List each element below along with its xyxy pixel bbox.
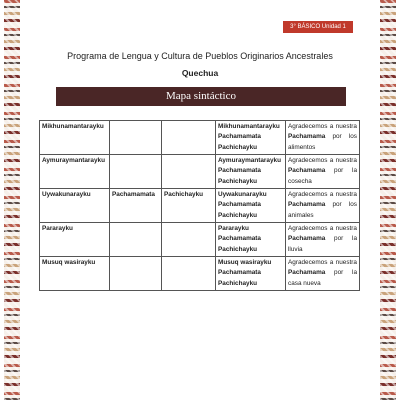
table-cell — [110, 257, 162, 291]
table-cell: Uywakunarayku — [40, 189, 110, 223]
table-row — [40, 223, 360, 257]
table-cell: Pachamamata — [110, 189, 162, 223]
program-title: Programa de Lengua y Cultura de Pueblos Originarios Ancestrales — [67, 51, 333, 61]
quechua-line: Pachamamata — [218, 235, 261, 243]
table-row — [40, 189, 360, 223]
quechua-line: Pachamamata — [218, 201, 261, 209]
translation-text: Agradecemos a nuestra Pachamama por los animales — [288, 191, 357, 219]
table-cell — [286, 155, 360, 189]
decorative-border-left — [4, 0, 20, 400]
section-title: Mapa sintáctico — [56, 87, 346, 106]
highlight-word: Pachamama — [288, 235, 326, 243]
table-cell — [162, 257, 216, 291]
quechua-line: Musuq wasirayku — [218, 259, 272, 266]
quechua-line: Pachamamata — [218, 133, 261, 141]
translation-text: Agradecemos a nuestra Pachamama por la cosecha — [288, 157, 357, 185]
translation-text: Agradecemos a nuestra Pachamama por los alimentos — [288, 123, 357, 151]
quechua-line: Pachamamata — [218, 269, 261, 277]
quechua-line: Mikhunamantarayku — [218, 123, 280, 130]
highlight-word: Pachamama — [288, 269, 326, 277]
quechua-line: Pachamamata — [218, 167, 261, 175]
table-row — [40, 155, 360, 189]
table-cell — [216, 121, 286, 155]
table-cell — [286, 121, 360, 155]
translation-text: Agradecemos a nuestra Pachamama por la lluvia — [288, 225, 357, 253]
table-cell: Mikhunamantarayku — [40, 121, 110, 155]
highlight-word: Pachamama — [288, 133, 326, 141]
table-cell — [162, 121, 216, 155]
table-cell — [216, 257, 286, 291]
table-row — [40, 121, 360, 155]
table-cell: Pararayku — [40, 223, 110, 257]
quechua-line: Pachichayku — [218, 211, 258, 219]
table-cell: Musuq wasirayku — [40, 257, 110, 291]
table-cell — [162, 223, 216, 257]
highlight-word: Pachamama — [288, 201, 326, 209]
translation-text: Agradecemos a nuestra Pachamama por la casa nueva — [288, 259, 357, 287]
table-cell — [110, 121, 162, 155]
grade-badge: 3° BÁSICO Unidad 1 — [283, 21, 353, 33]
table-cell — [286, 257, 360, 291]
highlight-word: Pachamama — [288, 167, 326, 175]
table-cell: Aymuraymantarayku — [40, 155, 110, 189]
quechua-line: Pachichayku — [218, 143, 258, 151]
quechua-line: Pararayku — [218, 225, 249, 232]
table-cell — [286, 223, 360, 257]
table-cell — [162, 155, 216, 189]
decorative-border-right — [380, 0, 396, 400]
quechua-line: Uywakunarayku — [218, 191, 267, 198]
table-cell — [286, 189, 360, 223]
table-cell — [216, 155, 286, 189]
table-cell: Pachichayku — [162, 189, 216, 223]
table-cell — [110, 155, 162, 189]
quechua-line: Pachichayku — [218, 177, 258, 185]
table-row — [40, 257, 360, 291]
quechua-line: Pachichayku — [218, 245, 258, 253]
syntax-map-table — [39, 120, 360, 291]
table-cell — [110, 223, 162, 257]
quechua-line: Pachichayku — [218, 279, 258, 287]
table-cell — [216, 223, 286, 257]
language-name: Quechua — [181, 68, 219, 78]
table-cell — [216, 189, 286, 223]
quechua-line: Aymuraymantarayku — [218, 157, 281, 164]
